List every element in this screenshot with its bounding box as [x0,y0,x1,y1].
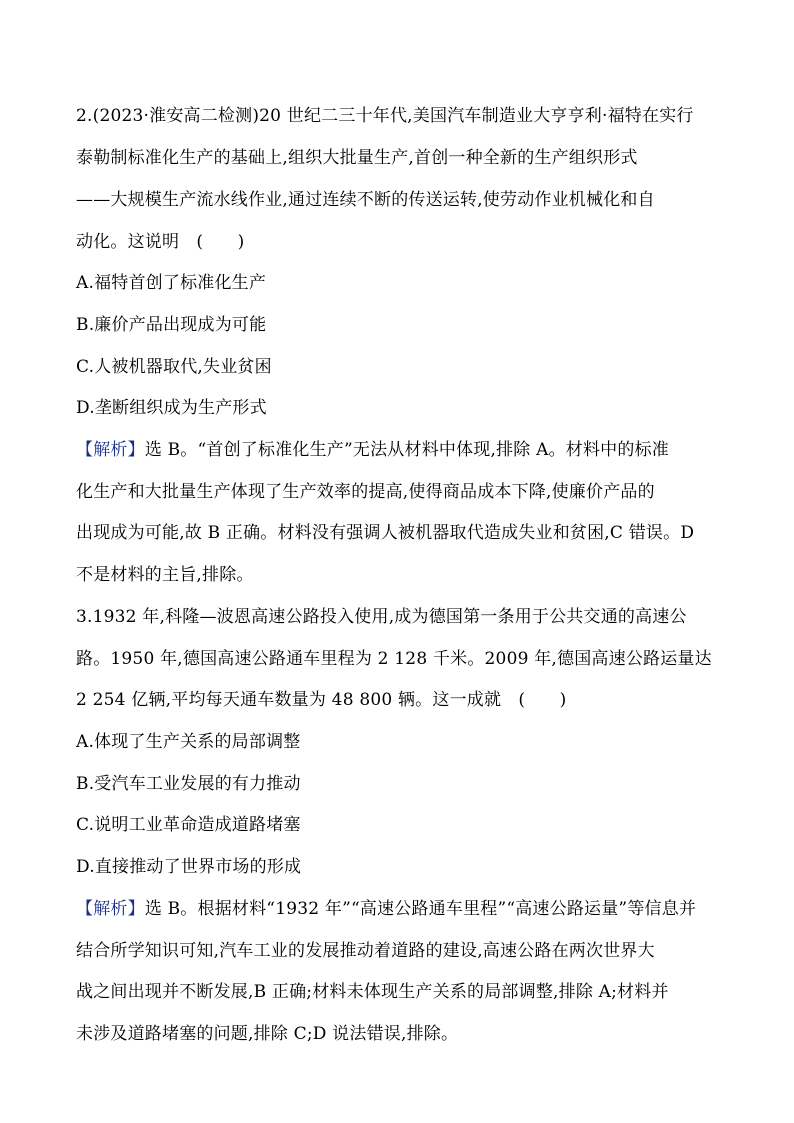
question-3-analysis-line-1 [76,897,696,921]
analysis-tag: 【解析】 [76,440,145,460]
question-3-analysis-line-2: 结合所学知识可知,汽车工业的发展推动着道路的建设,高速公路在两次世界大 [76,941,655,961]
question-3-stem-line-3: 2 254 亿辆,平均每天通车数量为 48 800 辆。这一成就 ( ) [76,690,567,710]
question-3-option-a: A.体现了生产关系的局部调整 [76,732,301,752]
question-3-analysis-line-4: 未涉及道路堵塞的问题,排除 C;D 说法错误,排除。 [76,1024,459,1044]
analysis-text: 选 B。根据材料“1932 年”“高速公路通车里程”“高速公路运量”等信息并 [144,899,697,919]
question-2-stem-line-1: 2.(2023·淮安高二检测)20 世纪二三十年代,美国汽车制造业大亨亨利·福特在实行 [76,106,694,126]
question-2-stem-line-4: 动化。这说明 ( ) [76,232,245,252]
analysis-text: 选 B。“首创了标准化生产”无法从材料中体现,排除 A。材料中的标准 [144,440,669,460]
question-2-analysis-line-1 [76,438,669,462]
question-2-option-a: A.福特首创了标准化生产 [76,273,267,293]
question-3-option-b: B.受汽车工业发展的有力推动 [76,774,301,794]
question-2-analysis-line-3: 出现成为可能,故 B 正确。材料没有强调人被机器取代造成失业和贫困,C 错误。D [76,523,695,543]
question-3-analysis-line-3: 战之间出现并不断发展,B 正确;材料未体现生产关系的局部调整,排除 A;材料并 [76,982,669,1002]
question-2-analysis-line-2: 化生产和大批量生产体现了生产效率的提高,使得商品成本下降,使廉价产品的 [76,482,655,502]
question-2-analysis-line-4: 不是材料的主旨,排除。 [76,565,254,585]
question-2-stem-line-2: 泰勒制标准化生产的基础上,组织大批量生产,首创一种全新的生产组织形式 [76,148,638,168]
question-3-option-c: C.说明工业革命造成道路堵塞 [76,815,301,835]
question-3-stem-line-2: 路。1950 年,德国高速公路通车里程为 2 128 千米。2009 年,德国高速公路运量达 [76,649,712,669]
question-2-stem-line-3: ——大规模生产流水线作业,通过连续不断的传送运转,使劳动作业机械化和自 [76,190,655,210]
question-2-option-b: B.廉价产品出现成为可能 [76,315,267,335]
question-3-option-d: D.直接推动了世界市场的形成 [76,857,302,877]
analysis-tag: 【解析】 [76,899,145,919]
question-2-option-c: C.人被机器取代,失业贫困 [76,357,272,377]
question-2-option-d: D.垄断组织成为生产形式 [76,398,267,418]
question-3-stem-line-1: 3.1932 年,科隆—波恩高速公路投入使用,成为德国第一条用于公共交通的高速公 [76,607,687,627]
